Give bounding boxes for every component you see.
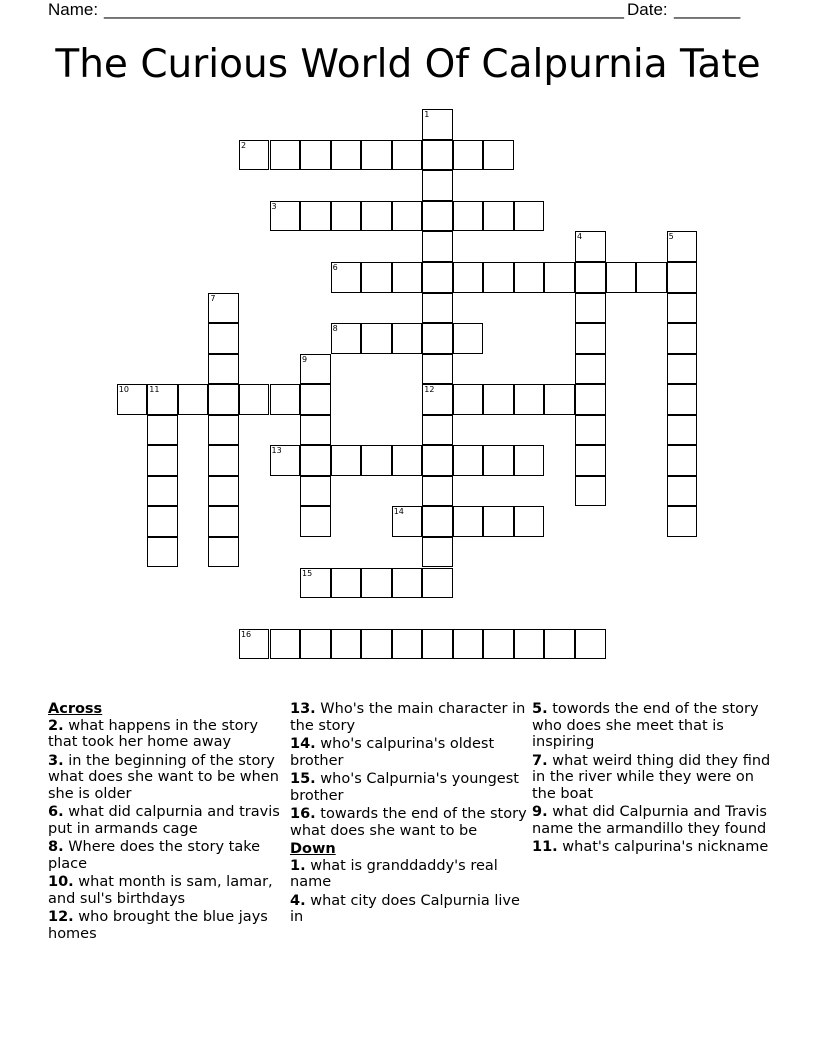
grid-cell[interactable] [483,629,514,660]
clue-item [48,804,288,837]
grid-cell[interactable] [422,384,453,415]
grid-cell[interactable] [575,445,606,476]
grid-cell[interactable] [606,262,637,293]
grid-cell[interactable] [422,323,453,354]
clue-item [48,718,288,751]
clue-number: 12 [424,385,435,395]
clue-item-number: 14. [290,736,316,752]
grid-cell[interactable] [422,293,453,324]
clue-item-text: what weird thing did they find in the river while they were on the boat [532,752,771,802]
grid-cell[interactable] [667,231,698,262]
grid-cell[interactable] [361,568,392,599]
grid-cell[interactable] [575,629,606,660]
grid-cell[interactable] [331,568,362,599]
grid-cell[interactable] [300,629,331,660]
clue-item-text: what did Calpurnia and Travis name the armandillo they found [532,804,767,837]
grid-cell[interactable] [178,384,209,415]
grid-cell[interactable] [422,476,453,507]
grid-cell[interactable] [422,201,453,232]
grid-cell[interactable] [392,201,423,232]
clue-item-text: what month is sam, lamar, and sul's birthdays [48,874,273,907]
grid-cell[interactable] [667,262,698,293]
grid-cell[interactable] [361,140,392,171]
grid-cell[interactable] [667,506,698,537]
grid-cell[interactable] [667,384,698,415]
grid-cell[interactable] [544,384,575,415]
grid-cell[interactable] [147,384,178,415]
grid-cell[interactable] [422,415,453,446]
grid-cell[interactable] [300,354,331,385]
grid-cell[interactable] [575,354,606,385]
grid-cell[interactable] [667,354,698,385]
grid-cell[interactable] [483,262,514,293]
clue-number: 3 [271,201,277,211]
grid-cell[interactable] [544,629,575,660]
grid-cell[interactable] [208,384,239,415]
clue-item-number: 8. [48,839,64,855]
grid-cell[interactable] [422,109,453,140]
grid-cell[interactable] [667,415,698,446]
grid-cell[interactable] [483,140,514,171]
clues-column-1 [48,701,288,944]
date-label: Date: [627,0,668,19]
clue-item [290,893,530,926]
clues-column-2 [290,701,530,928]
grid-cell[interactable] [300,568,331,599]
grid-cell[interactable] [208,415,239,446]
grid-cell[interactable] [208,476,239,507]
grid-cell[interactable] [361,323,392,354]
clue-item [290,736,530,769]
clue-item-number: 6. [48,804,64,820]
clue-item-number: 5. [532,701,548,717]
grid-cell[interactable] [147,445,178,476]
grid-cell[interactable] [636,262,667,293]
grid-cell[interactable] [239,629,270,660]
clue-item [48,909,288,942]
clue-item [532,753,772,803]
grid-cell[interactable] [300,201,331,232]
grid-cell[interactable] [514,445,545,476]
clue-item-text: towards the end of the story what does she want to be [290,806,527,839]
grid-cell[interactable] [331,140,362,171]
clue-item [48,839,288,872]
date-line[interactable]: _______ [674,0,741,19]
grid-cell[interactable] [300,506,331,537]
clue-item [290,858,530,891]
grid-cell[interactable] [300,445,331,476]
clue-item [532,839,772,856]
grid-cell[interactable] [208,506,239,537]
clue-number: 15 [302,568,313,578]
grid-cell[interactable] [667,323,698,354]
grid-cell[interactable] [208,293,239,324]
grid-cell[interactable] [331,629,362,660]
grid-cell[interactable] [270,140,301,171]
grid-cell[interactable] [483,445,514,476]
grid-cell[interactable] [514,384,545,415]
clue-number: 7 [210,293,216,303]
grid-cell[interactable] [361,629,392,660]
grid-cell[interactable] [575,384,606,415]
name-label: Name: [48,0,99,19]
clue-number: 14 [393,507,404,517]
grid-cell[interactable] [422,231,453,262]
grid-cell[interactable] [544,262,575,293]
clue-item-number: 15. [290,771,316,787]
grid-cell[interactable] [270,629,301,660]
clues-heading: Across [48,701,103,717]
grid-cell[interactable] [453,140,484,171]
clue-item-text: what is granddaddy's real name [290,857,498,890]
grid-cell[interactable] [575,262,606,293]
clue-item [290,701,530,734]
clue-item-number: 7. [532,752,548,769]
clue-item [532,701,772,751]
grid-cell[interactable] [147,506,178,537]
clue-item [48,874,288,907]
grid-cell[interactable] [514,629,545,660]
clue-item-number: 16. [290,806,316,822]
grid-cell[interactable] [392,506,423,537]
grid-cell[interactable] [483,506,514,537]
grid-cell[interactable] [483,384,514,415]
clue-item-text: who brought the blue jays homes [48,909,268,942]
grid-cell[interactable] [392,262,423,293]
clue-number: 4 [577,232,583,242]
page-title: The Curious World Of Calpurnia Tate [55,42,761,87]
grid-cell[interactable] [575,231,606,262]
clue-number: 9 [302,354,308,364]
grid-cell[interactable] [300,476,331,507]
clue-item-number: 11. [532,839,558,855]
clue-item-text: Who's the main character in the story [290,701,526,734]
grid-cell[interactable] [270,201,301,232]
clue-item-number: 13. [290,701,316,717]
grid-cell[interactable] [331,201,362,232]
grid-cell[interactable] [208,445,239,476]
grid-cell[interactable] [575,476,606,507]
grid-cell[interactable] [270,384,301,415]
name-line[interactable]: _______________________________________________________ [104,0,625,19]
clue-item-number: 3. [48,752,64,769]
clue-number: 16 [240,629,252,639]
clue-number: 11 [149,385,160,395]
clue-number: 10 [118,385,129,395]
grid-cell[interactable] [300,140,331,171]
grid-cell[interactable] [208,354,239,385]
grid-cell[interactable] [422,568,453,599]
grid-cell[interactable] [147,476,178,507]
grid-cell[interactable] [575,415,606,446]
grid-cell[interactable] [147,537,178,568]
grid-cell[interactable] [392,445,423,476]
clue-item-text: in the beginning of the story what does she want to be when she is older [48,752,279,802]
grid-cell[interactable] [422,445,453,476]
clue-number: 8 [332,324,338,334]
grid-cell[interactable] [514,262,545,293]
clue-number: 2 [240,140,247,150]
grid-cell[interactable] [147,415,178,446]
grid-cell[interactable] [453,629,484,660]
clue-item-text: what happens in the story that took her home away [48,717,259,750]
grid-cell[interactable] [483,201,514,232]
grid-cell[interactable] [453,445,484,476]
clues-column-3 [532,701,772,858]
clue-item-text: what's calpurina's nickname [557,839,769,855]
grid-cell[interactable] [392,323,423,354]
grid-cell[interactable] [453,506,484,537]
grid-cell[interactable] [422,262,453,293]
clue-item-text: who's calpurina's oldest brother [290,736,495,769]
grid-cell[interactable] [667,476,698,507]
grid-cell[interactable] [514,506,545,537]
grid-cell[interactable] [300,415,331,446]
clue-number: 13 [271,446,282,456]
clue-item-text: what did calpurnia and travis put in armands cage [48,804,280,837]
clue-item [290,771,530,804]
grid-cell[interactable] [392,140,423,171]
clue-item [48,753,288,803]
grid-cell[interactable] [208,537,239,568]
clue-item [532,804,772,837]
clue-item [290,806,530,839]
grid-cell[interactable] [331,323,362,354]
grid-cell[interactable] [300,384,331,415]
clue-item-number: 12. [48,909,74,925]
grid-cell[interactable] [361,445,392,476]
grid-cell[interactable] [667,293,698,324]
grid-cell[interactable] [422,140,453,171]
grid-cell[interactable] [208,323,239,354]
grid-cell[interactable] [239,384,270,415]
clue-number: 1 [424,110,430,120]
grid-cell[interactable] [239,140,270,171]
grid-cell[interactable] [514,201,545,232]
clue-item-number: 9. [532,804,548,820]
grid-cell[interactable] [392,629,423,660]
grid-cell[interactable] [667,445,698,476]
grid-cell[interactable] [331,262,362,293]
grid-cell[interactable] [453,384,484,415]
clue-item-number: 4. [290,892,306,909]
grid-cell[interactable] [575,293,606,324]
grid-cell[interactable] [453,323,484,354]
grid-cell[interactable] [270,445,301,476]
grid-cell[interactable] [453,201,484,232]
grid-cell[interactable] [453,262,484,293]
grid-cell[interactable] [361,262,392,293]
clue-item-text: towords the end of the story who does she meet that is inspiring [532,701,759,750]
clues-heading: Down [290,841,336,857]
grid-cell[interactable] [117,384,148,415]
grid-cell[interactable] [392,568,423,599]
grid-cell[interactable] [422,170,453,201]
grid-cell[interactable] [422,506,453,537]
clue-item-number: 2. [48,717,64,734]
grid-cell[interactable] [361,201,392,232]
grid-cell[interactable] [422,537,453,568]
clue-item-number: 10. [48,874,74,890]
clue-number: 5 [668,232,674,242]
clue-item-text: who's Calpurnia's youngest brother [290,771,519,804]
grid-cell[interactable] [422,629,453,660]
clue-item-number: 1. [290,857,306,874]
clue-number: 6 [332,263,338,272]
clue-item-text: what city does Calpurnia live in [290,892,520,925]
clue-item-text: Where does the story take place [48,839,261,872]
grid-cell[interactable] [331,445,362,476]
grid-cell[interactable] [422,354,453,385]
grid-cell[interactable] [575,323,606,354]
